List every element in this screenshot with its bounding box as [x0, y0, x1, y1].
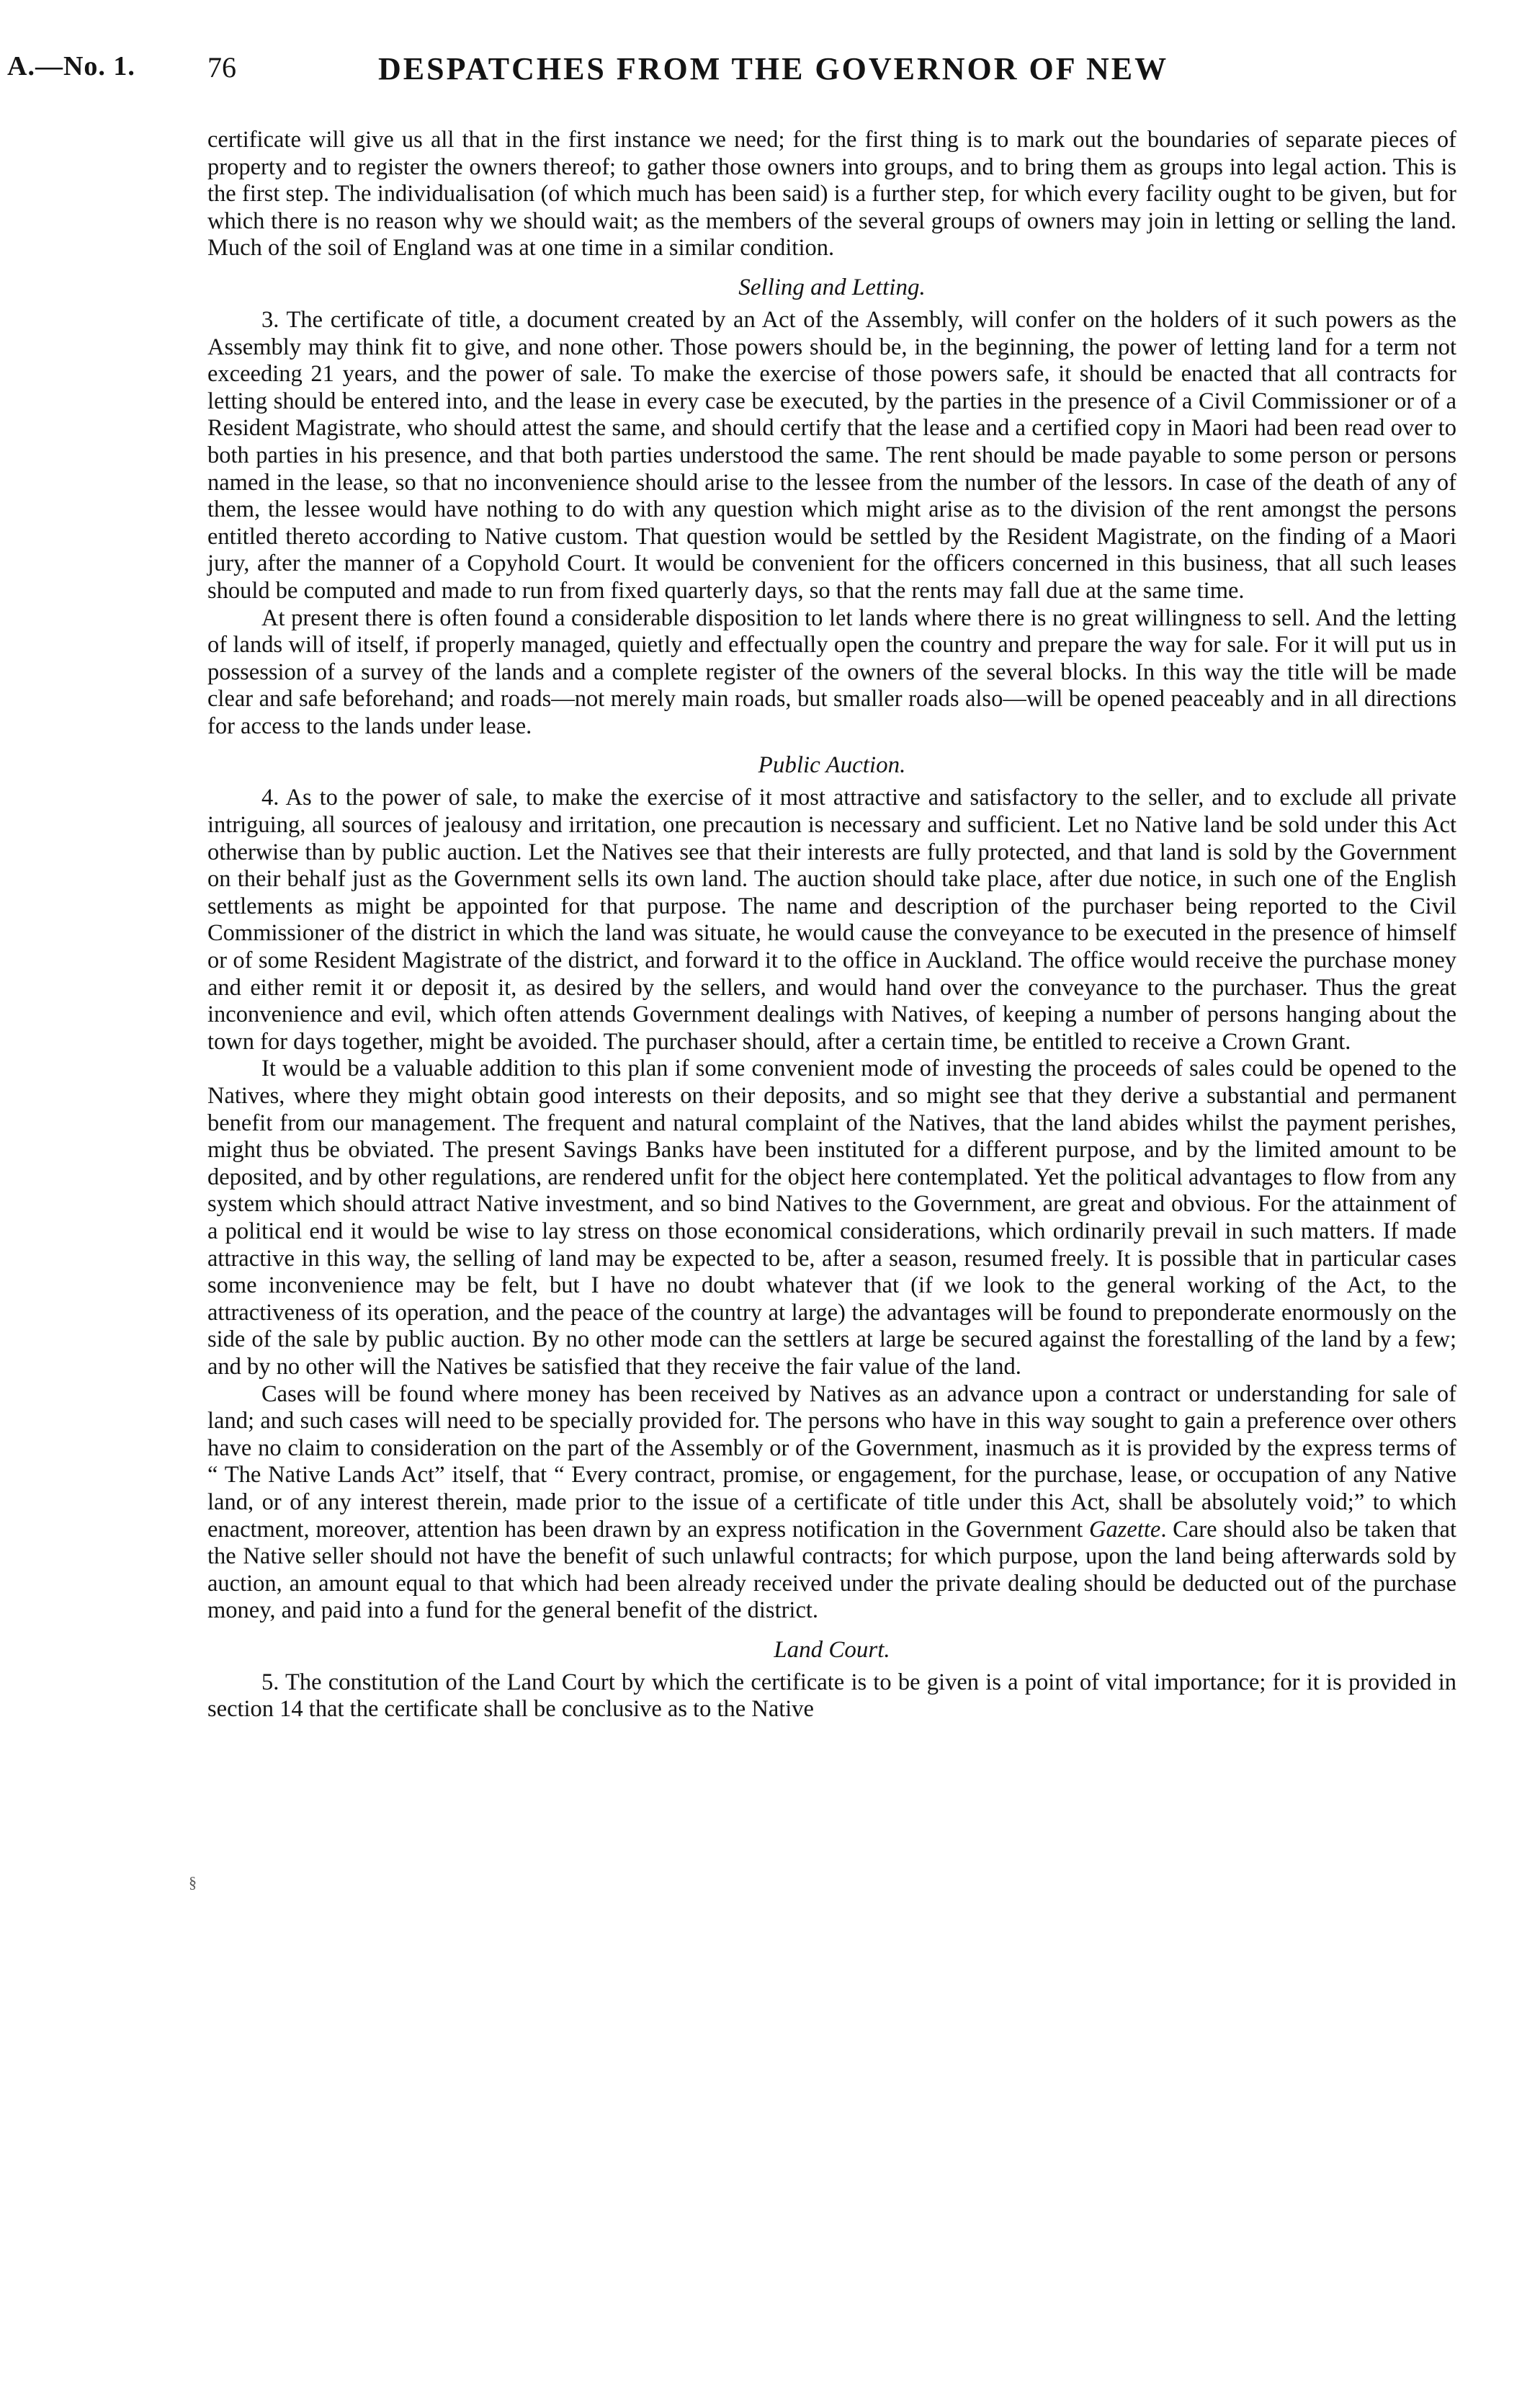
paragraph-advances-text-1: Cases will be found where money has been received by Natives as an advance upon a contract or understanding for sale of land; and such cases will need to be specially provided for. The persons who have in this way sought to gain a preference over others have no claim to consideration on the part of the Assembly or of the Government, inasmuch as it is provided by the express terms of “ The Native Lands Act” itself, that “ Every contract, promise, or engagement, for the purchase, lease, or occupation of any Native land, or of any interest therein, made prior to the issue of a certificate of title under this Act, shall be absolutely void;” to which enactment, moreover, attention has been drawn by an express notification in the Government [207, 1380, 1456, 1543]
paragraph-4: 4. As to the power of sale, to make the exercise of it most attractive and satisfactory to the seller, and to exclude all private intriguing, all sources of jealousy and irritation, one precaution is necessary and sufficient. Let no Native land be sold under this Act otherwise than by public auction. Let the Natives see that their interests are fully protected, and that land is sold by the Government on their behalf just as the Government sells its own land. The auction should take place, after due notice, in such one of the English settlements as might be appointed for that purpose. The name and description of the purchaser being reported to the Civil Commissioner of the district in which the land was situate, he would cause the conveyance to be executed in the presence of himself or of some Resident Magistrate of the district, and forward it to the office in Auckland. The office would receive the purchase money and either remit it or deposit it, as desired by the sellers, and would hand over the conveyance to the purchaser. Thus the great inconvenience and evil, which often attends Government dealings with Natives, of keeping a number of persons hanging about the town for days together, might be avoided. The purchaser should, after a certain time, be entitled to receive a Crown Grant. [207, 785, 1456, 1055]
paragraph-letting-at-present: At present there is often found a considerable disposition to let lands where there is no great willingness to sell. And the letting of lands will of itself, if properly managed, quietly and effectually open the country and prepare the way for sale. For it will put us in possession of a survey of the lands and a complete register of the owners of the several blocks. In this way the title will be made clear and safe beforehand; and roads—not merely main roads, but smaller roads also—will be opened peaceably and in all directions for access to the lands under lease. [207, 604, 1456, 739]
paragraph-advances-text-2: . Care should also be taken that the Native seller should not have the benefit of such unlawful contracts; for which purpose, upon the land being afterwards sold by auction, an amount equal to that which had been already received under the private dealing should be deducted out of the purchase money, and paid into a fund for the general benefit of the district. [207, 1516, 1456, 1624]
document-body [207, 127, 1456, 1723]
margin-mark: § [189, 1873, 197, 1891]
paragraph-advances [207, 1381, 1456, 1625]
running-header [0, 50, 1540, 94]
running-title: DESPATCHES FROM THE GOVERNOR OF NEW [378, 51, 1169, 86]
paragraph-5: 5. The constitution of the Land Court by which the certificate is to be given is a point of vital importance; for it is provided in section 14 that the certificate shall be conclusive as to the Native [207, 1669, 1456, 1723]
paragraph-investment: It would be a valuable addition to this plan if some convenient mode of investing the proceeds of sales could be opened to the Natives, where they might obtain good interests on their deposits, and so might see that they derive a substantial and permanent benefit from our management. The frequent and natural complaint of the Natives, that the land abides whilst the payment perishes, might thus be obviated. The present Savings Banks have been instituted for a different purpose, and by the limited amount to be deposited, and by other regulations, are rendered unfit for the object here contemplated. Yet the political advantages to flow from any system which should attract Native investment, and so bind Natives to the Government, are great and obvious. For the attainment of a political end it would be wise to lay stress on those economical considerations, which ordinarily prevail in such matters. If made attractive in this way, the selling of land may be expected to be, after a season, resumed freely. It is possible that in particular cases some inconvenience may be felt, but I have no doubt whatever that (if we look to the general working of the Act, to the attractiveness of its operation, and the peace of the country at large) the advantages will be found to preponderate enormously on the side of the sale by public auction. By no other mode can the settlers at large be secured against the forestalling of the land by a few; and by no other will the Natives be satisfied that they receive the fair value of the land. [207, 1056, 1456, 1380]
section-heading-public-auction: Public Auction. [758, 752, 906, 779]
section-heading-land-court: Land Court. [774, 1636, 890, 1663]
paragraph-3: 3. The certificate of title, a document created by an Act of the Assembly, will confer on the holders of it such powers as the Assembly may think fit to give, and none other. Those powers should be, in the beginning, the power of letting land for a term not exceeding 21 years, and the power of sale. To make the exercise of those powers safe, it should be enacted that all contracts for letting should be entered into, and the lease in every case be executed, by the parties in the presence of a Civil Commissioner or of a Resident Magistrate, who should attest the same, and should certify that the lease and a certified copy in Maori had been read over to both parties in his presence, and that both parties understood the same. The rent should be made payable to some person or persons named in the lease, so that no inconvenience should arise to the lessee from the number of the lessors. In case of the death of any of them, the lessee would have nothing to do with any question which might arise as to the division of the rent amongst the persons entitled thereto according to Native custom. That question would be settled by the Resident Magistrate, on the finding of a Maori jury, after the manner of a Copyhold Court. It would be convenient for the officers concerned in this business, that all such leases should be computed and made to run from fixed quarterly days, so that the rents may fall due at the same time. [207, 306, 1456, 604]
continuation-paragraph: certificate will give us all that in the first instance we need; for the first thing is to mark out the boundaries of separate pieces of property and to register the owners thereof; to gather those owners into groups, and to bring them as groups into legal action. This is the first step. The individualisation (of which much has been said) is a further step, for which every facility ought to be given, but for which there is no reason why we should wait; as the members of the several groups of owners may join in letting or selling the land. Much of the soil of England was at one time in a similar condition. [207, 127, 1456, 262]
document-reference: A.—No. 1. [7, 51, 135, 81]
gazette-italic: Gazette [1089, 1516, 1161, 1543]
section-heading-selling-letting: Selling and Letting. [738, 274, 926, 300]
page-number: 76 [207, 51, 236, 84]
